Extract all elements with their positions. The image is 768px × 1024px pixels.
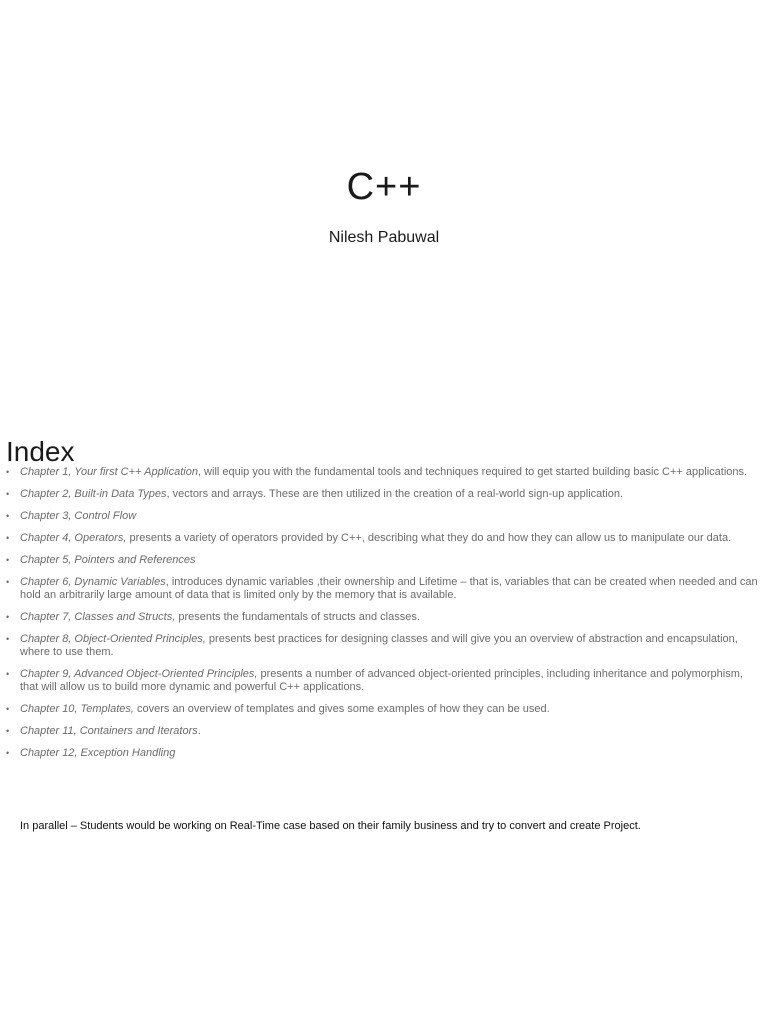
author-name: Nilesh Pabuwal bbox=[328, 229, 440, 246]
chapter-item bbox=[0, 488, 766, 501]
chapter-title: Chapter 10, Templates, bbox=[20, 703, 134, 715]
chapter-description: presents a number of advanced object-oriented principles, including inheritance and polymorphism, that will allow us to build more dynamic and powerful C++ applications. bbox=[20, 668, 743, 693]
chapter-item bbox=[0, 611, 766, 624]
chapter-title: Chapter 6, Dynamic Variables bbox=[20, 576, 166, 588]
chapter-list bbox=[0, 466, 766, 769]
chapter-description: , vectors and arrays. These are then utilized in the creation of a real-world sign-up application. bbox=[166, 488, 624, 500]
chapter-title: Chapter 11, Containers and Iterators bbox=[20, 725, 198, 737]
chapter-item bbox=[0, 532, 766, 545]
chapter-title: Chapter 3, Control Flow bbox=[20, 510, 137, 522]
chapter-item bbox=[0, 725, 766, 738]
index-heading: Index bbox=[6, 436, 75, 467]
chapter-title: Chapter 8, Object-Oriented Principles, bbox=[20, 633, 206, 645]
chapter-title: Chapter 2, Built-in Data Types bbox=[20, 488, 167, 500]
chapter-description: . bbox=[197, 725, 201, 737]
chapter-description: , will equip you with the fundamental tools and techniques required to get started building basic C++ applications. bbox=[197, 466, 748, 478]
chapter-title: Chapter 4, Operators, bbox=[20, 532, 127, 544]
chapter-description: presents best practices for designing classes and will give you an overview of abstraction and encapsulation, where to use them. bbox=[20, 633, 738, 658]
chapter-title: Chapter 12, Exception Handling bbox=[20, 747, 176, 759]
bullet-icon: • bbox=[6, 669, 10, 679]
chapter-description: , introduces dynamic variables ,their ownership and Lifetime – that is, variables that can be created when needed and can hold an arbitrarily large amount of data that is limited only by the memory that is available. bbox=[20, 576, 758, 601]
chapter-item bbox=[0, 668, 766, 694]
chapter-item bbox=[0, 703, 766, 716]
chapter-item bbox=[0, 747, 766, 760]
bullet-icon: • bbox=[6, 533, 10, 543]
bullet-icon: • bbox=[6, 489, 10, 499]
index-slide bbox=[0, 432, 768, 852]
bullet-icon: • bbox=[6, 704, 10, 714]
bullet-icon: • bbox=[6, 726, 10, 736]
chapter-title: Chapter 5, Pointers and References bbox=[20, 554, 196, 566]
chapter-item bbox=[0, 510, 766, 523]
bullet-icon: • bbox=[6, 467, 10, 477]
chapter-item bbox=[0, 576, 766, 602]
bullet-icon: • bbox=[6, 555, 10, 565]
chapter-title: Chapter 9, Advanced Object-Oriented Principles, bbox=[20, 668, 258, 680]
bullet-icon: • bbox=[6, 577, 10, 587]
chapter-title: Chapter 1, Your first C++ Application bbox=[20, 466, 198, 478]
chapter-description: covers an overview of templates and gives some examples of how they can be used. bbox=[133, 703, 550, 715]
bullet-icon: • bbox=[6, 511, 10, 521]
title-slide bbox=[0, 0, 768, 420]
bullet-icon: • bbox=[6, 612, 10, 622]
presentation-title: C++ bbox=[346, 166, 422, 208]
parallel-note: In parallel – Students would be working on Real-Time case based on their family business and try to convert and create Project. bbox=[20, 820, 641, 832]
chapter-item bbox=[0, 466, 766, 479]
bullet-icon: • bbox=[6, 634, 10, 644]
chapter-description: presents a variety of operators provided by C++, describing what they do and how they can allow us to manipulate our data. bbox=[126, 532, 732, 544]
chapter-title: Chapter 7, Classes and Structs, bbox=[20, 611, 176, 623]
chapter-description: presents the fundamentals of structs and classes. bbox=[175, 611, 420, 623]
bullet-icon: • bbox=[6, 748, 10, 758]
chapter-item bbox=[0, 554, 766, 567]
chapter-item bbox=[0, 633, 766, 659]
